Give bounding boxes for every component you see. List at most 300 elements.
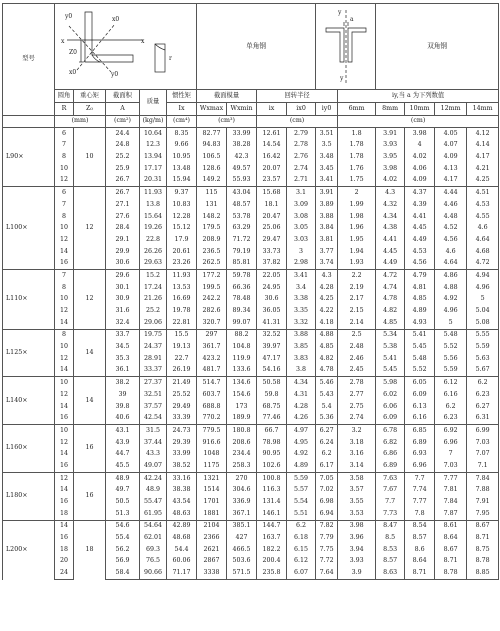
table-cell: 21.49: [167, 377, 197, 389]
table-cell: 7.81: [435, 485, 467, 497]
table-cell: 8.61: [435, 520, 467, 532]
thickness-cell: 6: [55, 128, 74, 140]
table-cell: 7.77: [435, 472, 467, 484]
table-cell: 3.1: [287, 187, 316, 199]
table-cell: 4.07: [435, 140, 467, 152]
table-cell: 7.02: [316, 485, 338, 497]
symbol-Ix: Ix: [167, 103, 197, 116]
table-cell: 5.46: [316, 377, 338, 389]
table-cell: 3.5: [316, 140, 338, 152]
table-cell: 3.16: [338, 449, 376, 461]
table-cell: 8.47: [376, 520, 405, 532]
table-cell: 33.99: [167, 449, 197, 461]
table-cell: 27.1: [106, 199, 140, 211]
table-cell: 42.89: [167, 520, 197, 532]
table-cell: 4.09: [405, 175, 435, 187]
table-cell: 119.9: [227, 353, 257, 365]
table-cell: 1.8: [338, 128, 376, 140]
table-cell: 6.92: [435, 425, 467, 437]
table-cell: 12.3: [140, 140, 167, 152]
table-cell: 54.64: [140, 520, 167, 532]
table-cell: 3.85: [287, 341, 316, 353]
table-cell: 163.7: [257, 532, 287, 544]
table-cell: 7.84: [467, 472, 499, 484]
table-cell: 3.81: [316, 234, 338, 246]
table-row: [3, 377, 499, 389]
table-cell: 4.72: [467, 258, 499, 270]
table-cell: 1.96: [338, 223, 376, 235]
thickness-cell: 16: [55, 413, 74, 425]
table-cell: 7.74: [405, 485, 435, 497]
iy-caption-header: iy,当 a 为下列数值: [338, 90, 499, 103]
table-cell: 182.2: [257, 544, 287, 556]
table-cell: 13.48: [167, 163, 197, 175]
table-cell: 4.06: [405, 163, 435, 175]
table-cell: 54.4: [167, 544, 197, 556]
table-cell: 2.74: [287, 163, 316, 175]
table-cell: 4.09: [435, 151, 467, 163]
a-value-8: 8mm: [376, 103, 405, 116]
table-cell: 3.45: [316, 163, 338, 175]
model-cell: L100×: [3, 187, 55, 270]
symbol-ix0: ix0: [287, 103, 316, 116]
a-value-6: 6mm: [338, 103, 376, 116]
table-cell: 1514: [197, 485, 227, 497]
table-cell: 423.2: [197, 353, 227, 365]
table-cell: 4.18: [316, 317, 338, 329]
table-cell: 30.6: [257, 294, 287, 306]
table-cell: 32.4: [106, 317, 140, 329]
table-cell: 1.98: [338, 211, 376, 223]
table-cell: 242.2: [197, 294, 227, 306]
table-cell: 38.38: [167, 485, 197, 497]
fillet-radius-cell: 14: [74, 377, 106, 425]
table-cell: 78.98: [257, 437, 287, 449]
table-cell: 13.8: [140, 199, 167, 211]
table-cell: 6.2: [287, 520, 316, 532]
table-cell: 66.7: [257, 425, 287, 437]
table-cell: 2.75: [338, 401, 376, 413]
table-cell: 5.51: [287, 508, 316, 520]
table-cell: 4.39: [405, 199, 435, 211]
table-cell: 4.86: [435, 270, 467, 282]
table-cell: 4.02: [376, 175, 405, 187]
table-cell: 21.26: [140, 294, 167, 306]
thickness-cell: 6: [55, 187, 74, 199]
table-cell: 39.8: [106, 401, 140, 413]
table-cell: 48.9: [106, 472, 140, 484]
table-cell: 133.6: [227, 365, 257, 377]
table-cell: 106.5: [197, 151, 227, 163]
fillet-radius-cell: 16: [74, 472, 106, 520]
table-cell: 1175: [197, 460, 227, 472]
table-cell: 43.54: [167, 496, 197, 508]
table-cell: 6.31: [467, 413, 499, 425]
table-cell: 68.75: [257, 401, 287, 413]
table-cell: 148.2: [197, 211, 227, 223]
table-cell: 6.23: [435, 413, 467, 425]
label-a: a: [350, 16, 354, 23]
table-cell: 4.74: [376, 282, 405, 294]
table-cell: 41.31: [257, 317, 287, 329]
table-cell: 25.9: [106, 163, 140, 175]
table-cell: 76.5: [140, 556, 167, 568]
table-cell: 6.96: [405, 460, 435, 472]
label-y-top: y: [338, 9, 342, 16]
table-cell: 6.07: [287, 567, 316, 579]
table-cell: 2.71: [287, 175, 316, 187]
table-cell: 3.98: [376, 163, 405, 175]
table-cell: 7.95: [467, 508, 499, 520]
table-cell: 180.8: [227, 425, 257, 437]
table-cell: 8.71: [467, 532, 499, 544]
thickness-cell: 12: [55, 234, 74, 246]
thickness-cell: 14: [55, 365, 74, 377]
table-row: [3, 270, 499, 282]
table-cell: 63.29: [227, 223, 257, 235]
table-cell: 48.57: [227, 199, 257, 211]
table-cell: 8.71: [435, 556, 467, 568]
table-row: [3, 472, 499, 484]
table-cell: 33.99: [227, 128, 257, 140]
table-cell: 5.98: [376, 377, 405, 389]
a-value-10: 10mm: [405, 103, 435, 116]
fillet-radius-cell: 12: [74, 187, 106, 270]
table-cell: 85.81: [227, 258, 257, 270]
table-cell: 4.53: [405, 246, 435, 258]
table-cell: 144.7: [257, 520, 287, 532]
model-cell: L200×: [3, 520, 55, 579]
table-cell: 3.89: [316, 199, 338, 211]
table-cell: 503.6: [227, 556, 257, 568]
thickness-cell: 12: [55, 472, 74, 484]
table-cell: 3.32: [287, 317, 316, 329]
table-cell: 22.7: [167, 353, 197, 365]
unit-mm: (mm): [55, 116, 106, 128]
table-cell: 6.96: [435, 437, 467, 449]
table-cell: 514.7: [197, 377, 227, 389]
table-cell: 3.77: [316, 246, 338, 258]
table-cell: 82.77: [197, 128, 227, 140]
table-cell: 4.92: [435, 294, 467, 306]
table-cell: 59.78: [227, 270, 257, 282]
table-cell: 10.64: [140, 128, 167, 140]
thickness-cell: 12: [55, 437, 74, 449]
table-cell: 4.32: [376, 199, 405, 211]
thickness-cell: 14: [55, 520, 74, 532]
table-cell: 6.85: [405, 425, 435, 437]
table-cell: 3.98: [405, 128, 435, 140]
table-cell: 13.53: [167, 282, 197, 294]
table-cell: 2867: [197, 556, 227, 568]
table-cell: 2.79: [287, 128, 316, 140]
centroid-distance-header: 重心矩: [74, 90, 106, 103]
table-cell: 1.94: [338, 246, 376, 258]
thickness-cell: 8: [55, 151, 74, 163]
table-cell: 7.8: [405, 508, 435, 520]
table-cell: 4.88: [435, 282, 467, 294]
table-cell: 7.75: [316, 544, 338, 556]
table-cell: 40.6: [106, 413, 140, 425]
table-cell: 50.5: [106, 496, 140, 508]
table-cell: 17.17: [140, 163, 167, 175]
table-cell: 4.96: [467, 282, 499, 294]
thickness-cell: 14: [55, 401, 74, 413]
table-cell: 3.05: [287, 223, 316, 235]
table-cell: 29.47: [257, 234, 287, 246]
table-cell: 4.89: [405, 305, 435, 317]
table-cell: 1.95: [338, 234, 376, 246]
table-cell: 3.84: [316, 223, 338, 235]
table-cell: 6.99: [467, 425, 499, 437]
table-cell: 7.84: [435, 496, 467, 508]
table-cell: 37.82: [257, 258, 287, 270]
table-cell: 8.75: [467, 544, 499, 556]
table-cell: 20.61: [167, 246, 197, 258]
thickness-cell: 8: [55, 282, 74, 294]
table-cell: 27.6: [106, 211, 140, 223]
thickness-cell: 14: [55, 449, 74, 461]
table-cell: 336.9: [227, 496, 257, 508]
table-cell: 603.7: [197, 389, 227, 401]
symbol-Wxmin: Wxmin: [227, 103, 257, 116]
table-cell: 26.19: [167, 365, 197, 377]
thickness-cell: 20: [55, 556, 74, 568]
table-cell: 4.25: [316, 294, 338, 306]
table-cell: 7.67: [376, 485, 405, 497]
table-cell: 9.66: [167, 140, 197, 152]
table-cell: 3: [287, 246, 316, 258]
table-cell: 3.91: [376, 128, 405, 140]
table-cell: 6.06: [376, 401, 405, 413]
table-cell: 4.49: [376, 258, 405, 270]
thickness-cell: 16: [55, 460, 74, 472]
table-cell: 3.8: [287, 365, 316, 377]
table-cell: 6.27: [467, 401, 499, 413]
table-cell: 4.49: [405, 234, 435, 246]
table-cell: 6.15: [287, 544, 316, 556]
table-cell: 43.9: [106, 437, 140, 449]
table-cell: 3.93: [376, 140, 405, 152]
table-cell: 4.55: [467, 211, 499, 223]
a-value-12: 12mm: [435, 103, 467, 116]
table-cell: 4.78: [376, 294, 405, 306]
table-cell: 236.5: [197, 246, 227, 258]
table-cell: 4.45: [376, 246, 405, 258]
table-cell: 48.63: [167, 508, 197, 520]
table-cell: 1701: [197, 496, 227, 508]
table-cell: 4.85: [376, 317, 405, 329]
table-cell: 50.58: [257, 377, 287, 389]
table-cell: 10.83: [167, 199, 197, 211]
thickness-cell: 12: [55, 353, 74, 365]
table-cell: 5.54: [287, 496, 316, 508]
table-cell: 4.44: [435, 187, 467, 199]
table-cell: 15.94: [167, 175, 197, 187]
symbol-A: A: [106, 103, 140, 116]
table-cell: 102.6: [257, 460, 287, 472]
table-cell: 29.06: [140, 317, 167, 329]
thickness-cell: 16: [55, 532, 74, 544]
table-cell: 5.63: [467, 353, 499, 365]
table-cell: 90.66: [140, 567, 167, 579]
double-angle-diagram-cell: [316, 4, 376, 90]
table-cell: 5.08: [467, 317, 499, 329]
label-x0-top: x0: [112, 16, 120, 23]
table-cell: 5.56: [435, 353, 467, 365]
table-cell: 2.77: [338, 389, 376, 401]
table-cell: 7.03: [435, 460, 467, 472]
table-cell: 4.46: [435, 199, 467, 211]
table-cell: 916.6: [197, 437, 227, 449]
table-cell: 258.3: [227, 460, 257, 472]
single-angle-header: 单角钢: [197, 4, 316, 90]
x0-axis-line: [77, 24, 115, 70]
table-cell: 4.34: [376, 211, 405, 223]
table-cell: 8.53: [376, 544, 405, 556]
table-cell: 78.48: [227, 294, 257, 306]
table-cell: 5.41: [405, 329, 435, 341]
table-cell: 31.6: [106, 305, 140, 317]
table-cell: 18.1: [257, 199, 287, 211]
table-cell: 4.81: [405, 282, 435, 294]
table-cell: 8.6: [405, 544, 435, 556]
table-cell: 34.5: [106, 341, 140, 353]
table-cell: 6.27: [316, 425, 338, 437]
table-cell: 19.78: [167, 305, 197, 317]
table-cell: 55.47: [140, 496, 167, 508]
table-cell: 7.72: [316, 556, 338, 568]
table-cell: 3.03: [287, 234, 316, 246]
table-cell: 15.5: [167, 329, 197, 341]
table-cell: 2.48: [338, 341, 376, 353]
symbol-ix: ix: [257, 103, 287, 116]
table-cell: 24.8: [106, 140, 140, 152]
table-cell: 5.34: [376, 329, 405, 341]
table-cell: 38.52: [167, 460, 197, 472]
table-cell: 24.4: [106, 128, 140, 140]
table-cell: 38.2: [106, 377, 140, 389]
table-cell: 2.76: [287, 151, 316, 163]
table-cell: 1.76: [338, 163, 376, 175]
table-cell: 5.67: [467, 365, 499, 377]
table-cell: 77.46: [257, 413, 287, 425]
table-cell: 61.95: [140, 508, 167, 520]
moment-of-inertia-header: 惯性矩: [167, 90, 197, 103]
table-cell: 4.25: [467, 175, 499, 187]
table-cell: 128.6: [197, 163, 227, 175]
table-cell: 3.38: [287, 294, 316, 306]
table-cell: 30.6: [106, 258, 140, 270]
table-cell: 23.57: [257, 175, 287, 187]
model-cell: L90×: [3, 128, 55, 187]
thickness-cell: 8: [55, 329, 74, 341]
table-cell: 4.51: [467, 187, 499, 199]
table-cell: 60.06: [167, 556, 197, 568]
symbol-R: R: [55, 103, 74, 116]
table-cell: 6.05: [405, 377, 435, 389]
table-cell: 8.5: [376, 532, 405, 544]
table-cell: 3.91: [316, 187, 338, 199]
table-cell: 3.41: [287, 270, 316, 282]
double-angle-header: 双角钢: [376, 4, 499, 90]
table-cell: 2104: [197, 520, 227, 532]
table-cell: 55.93: [227, 175, 257, 187]
table-cell: 262.5: [197, 258, 227, 270]
table-cell: 4.95: [287, 437, 316, 449]
table-cell: 8.67: [435, 544, 467, 556]
table-cell: 4.3: [316, 270, 338, 282]
table-cell: 4.02: [405, 151, 435, 163]
table-cell: 5.45: [405, 341, 435, 353]
table-cell: 33.73: [257, 246, 287, 258]
table-cell: 6.2: [316, 449, 338, 461]
unit-cm: (cm): [257, 116, 338, 128]
radius-of-gyration-header: 回转半径: [257, 90, 338, 103]
fillet-radius-cell: 10: [74, 128, 106, 187]
table-cell: 2.15: [338, 305, 376, 317]
table-cell: 29.49: [167, 401, 197, 413]
label-y-bottom: y: [340, 75, 344, 82]
table-cell: 24.95: [257, 282, 287, 294]
unit-cm3: (cm³): [197, 116, 257, 128]
table-cell: 427: [227, 532, 257, 544]
mass-header: 质量: [140, 90, 167, 116]
table-cell: 55.4: [106, 532, 140, 544]
table-cell: 7.7: [405, 472, 435, 484]
table-cell: 4.52: [435, 223, 467, 235]
table-cell: 45.5: [106, 460, 140, 472]
table-cell: 5.59: [287, 472, 316, 484]
table-cell: 1321: [197, 472, 227, 484]
table-cell: 115: [197, 187, 227, 199]
table-cell: 3.96: [338, 532, 376, 544]
table-cell: 4.78: [316, 365, 338, 377]
table-cell: 5.43: [316, 389, 338, 401]
table-cell: 19.13: [167, 341, 197, 353]
table-cell: 4.96: [435, 305, 467, 317]
table-cell: 16.42: [257, 151, 287, 163]
table-cell: 30.9: [106, 294, 140, 306]
table-cell: 94.83: [197, 140, 227, 152]
table-cell: 15.64: [140, 211, 167, 223]
table-cell: 20.47: [257, 211, 287, 223]
table-cell: 5.36: [316, 413, 338, 425]
table-cell: 4.28: [316, 282, 338, 294]
table-cell: 4.89: [287, 460, 316, 472]
single-angle-diagram-cell: [55, 4, 197, 90]
table-cell: 5: [435, 317, 467, 329]
table-cell: 367.1: [227, 508, 257, 520]
table-cell: 4.45: [405, 223, 435, 235]
table-cell: 43.1: [106, 425, 140, 437]
thickness-section-detail: [155, 44, 165, 72]
table-cell: 2.19: [338, 282, 376, 294]
unit-cm4: (cm⁴): [167, 116, 197, 128]
table-cell: 1.75: [338, 175, 376, 187]
table-cell: 3.83: [287, 353, 316, 365]
table-cell: 29.1: [106, 234, 140, 246]
table-cell: 4.64: [435, 258, 467, 270]
table-cell: 4.41: [376, 234, 405, 246]
thickness-cell: 14: [55, 317, 74, 329]
table-cell: 571.5: [227, 567, 257, 579]
model-cell: L110×: [3, 270, 55, 329]
thickness-cell: 12: [55, 305, 74, 317]
left-angle-outline: [326, 28, 344, 62]
table-cell: 7.79: [316, 532, 338, 544]
table-cell: 8.35: [167, 128, 197, 140]
